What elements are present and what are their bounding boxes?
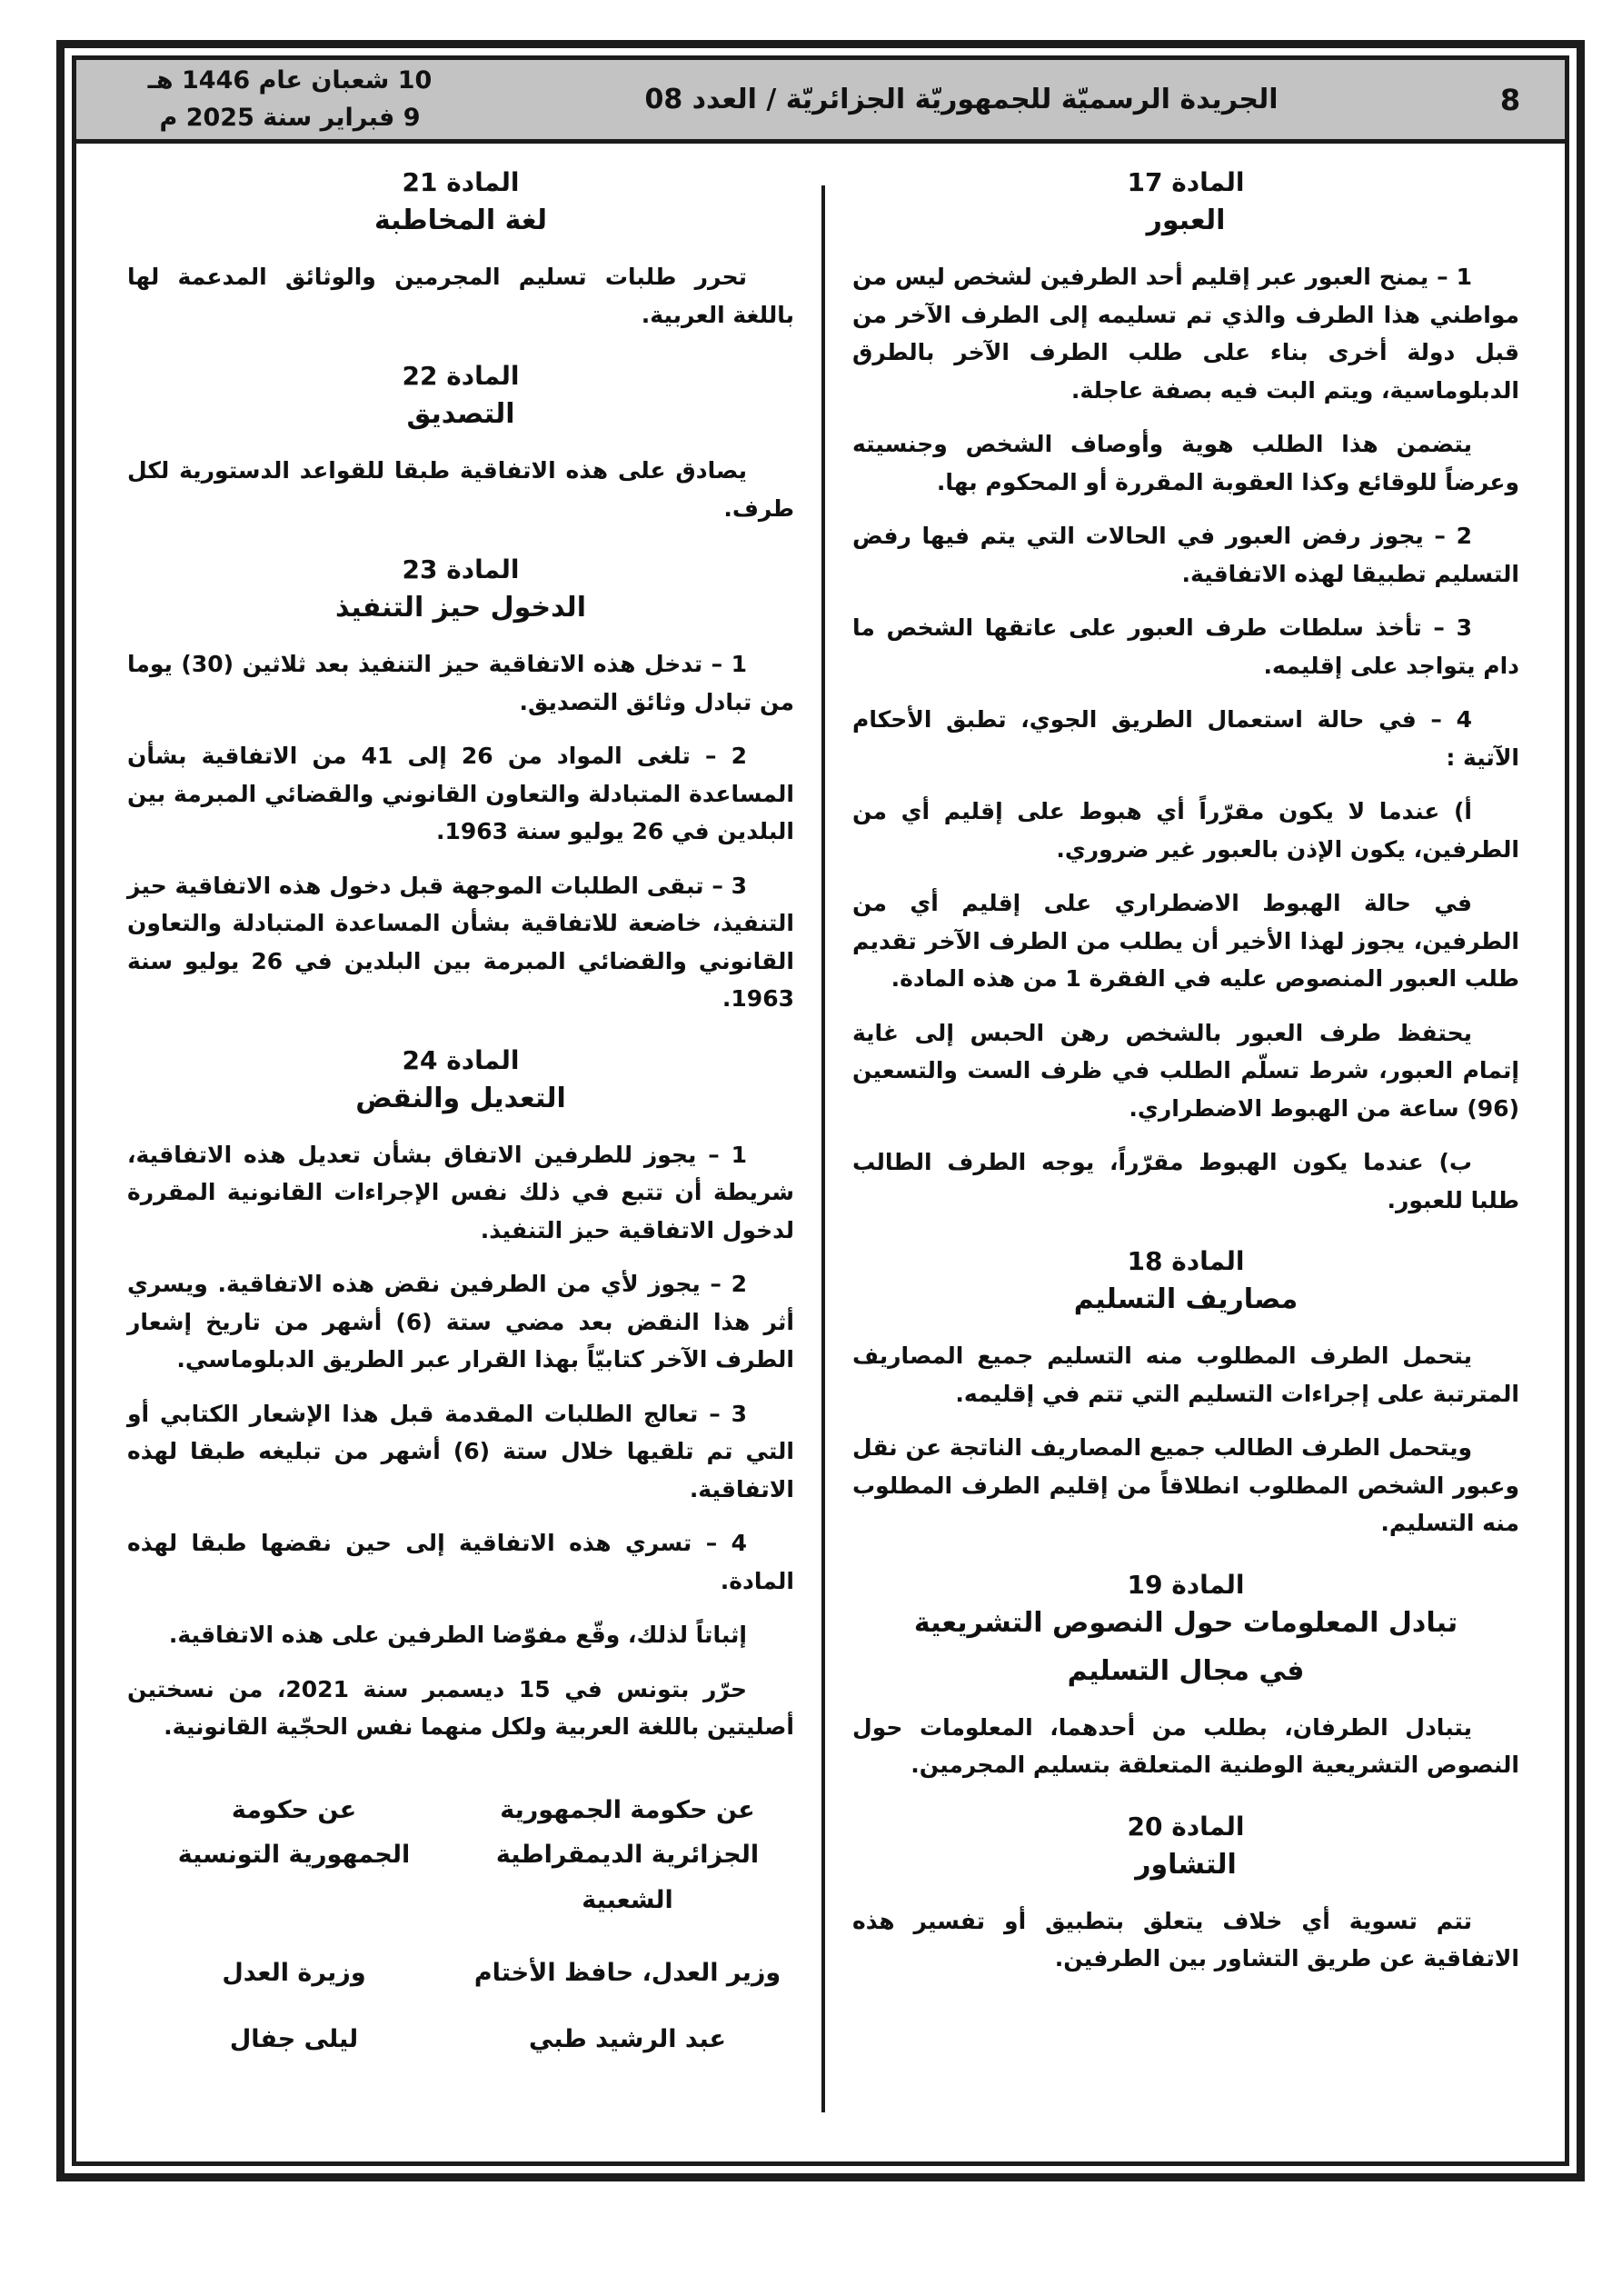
signature-heading-line: عن حكومة (231, 1795, 357, 1824)
paragraph: تحرر طلبات تسليم المجرمين والوثائق المدعمة لها باللغة العربية. (127, 264, 794, 328)
signature-tunisia (127, 1788, 461, 2053)
paragraph: يتحمل الطرف المطلوب منه التسليم جميع المصاريف المترتبة على إجراءات التسليم التي تتم في إقليمه. (852, 1343, 1519, 1407)
closing-paragraph: حرّر بتونس في 15 ديسمبر سنة 2021، من نسختين أصليتين باللغة العربية ولكل منهما نفس الحجّية القانونية. (127, 1675, 794, 1740)
signature-algeria (461, 1788, 794, 2053)
article-21-number: المادة 21 (402, 167, 520, 197)
paragraph: يتبادل الطرفان، بطلب من أحدهما، المعلومات حول النصوص التشريعية الوطنية المتعلقة بتسليم المجرمين. (852, 1713, 1519, 1778)
paragraph: يتضمن هذا الطلب هوية وأوصاف الشخص وجنسيته وعرضاً للوقائع وكذا العقوبة المقررة أو المحكوم بها. (852, 431, 1519, 495)
signatures (127, 1788, 794, 2053)
article-17-number: المادة 17 (1127, 167, 1245, 197)
article-18-number: المادة 18 (1127, 1246, 1245, 1276)
article-24-number: المادة 24 (402, 1044, 520, 1075)
signer-name: عبد الرشيد طبي (529, 2024, 726, 2053)
paragraph: 3 – تبقى الطلبات الموجهة قبل دخول هذه الاتفاقية حيز التنفيذ، خاضعة للاتفاقية بشأن المساعدة المتبادلة والتعاون القانوني والقضائي المبرمة بين البلدين في 26 يوليو سنة 1963. (127, 872, 794, 1012)
column-left (102, 162, 821, 2161)
paragraph: 4 – تسري هذه الاتفاقية إلى حين نقضها طبقا لهذه المادة. (127, 1530, 794, 1594)
article-23-number: المادة 23 (402, 554, 520, 584)
signer-name: ليلى جفال (229, 2024, 359, 2053)
paragraph: ب) عندما يكون الهبوط مقرّراً، يوجه الطرف الطالب طلبا للعبور. (852, 1149, 1519, 1213)
paragraph: ويتحمل الطرف الطالب جميع المصاريف الناتجة عن نقل وعبور الشخص المطلوب انطلاقاً من إقليم الطرف المطلوب منه التسليم. (852, 1434, 1519, 1536)
article-23-title: الدخول حيز التنفيذ (335, 592, 586, 624)
signature-heading-line: عن حكومة الجمهورية (500, 1795, 755, 1824)
article-19-number: المادة 19 (1127, 1569, 1245, 1600)
paragraph: أ) عندما لا يكون مقرّراً أي هبوط على إقليم أي من الطرفين، يكون الإذن بالعبور غير ضروري. (852, 798, 1519, 863)
paragraph: 1 – يجوز للطرفين الاتفاق بشأن تعديل هذه الاتفاقية، شريطة أن تتبع في ذلك نفس الإجراءات القانونية المقررة لدخول الاتفاقية حيز التنفيذ. (127, 1141, 794, 1243)
page-content (76, 144, 1565, 2161)
date-gregorian: 9 فبراير سنة 2025 م (159, 103, 421, 132)
paragraph: تتم تسوية أي خلاف يتعلق بتطبيق أو تفسير هذه الاتفاقية عن طريق التشاور بين الطرفين. (852, 1907, 1519, 1972)
signer-title: وزيرة العدل (222, 1958, 366, 1987)
column-right (825, 162, 1545, 2161)
signature-heading-line: الجزائرية الديمقراطية (495, 1841, 760, 1870)
article-22-title: التصديق (406, 398, 515, 430)
article-19-title: تبادل المعلومات حول النصوص التشريعية (913, 1606, 1458, 1639)
page-frame (72, 55, 1569, 2166)
article-20-number: المادة 20 (1127, 1811, 1245, 1842)
closing-paragraph: إثباتاً لذلك، وقّع مفوّضا الطرفين على هذه الاتفاقية. (168, 1622, 747, 1648)
column-divider (821, 185, 825, 2112)
paragraph: 1 – تدخل هذه الاتفاقية حيز التنفيذ بعد ثلاثين (30) يوما من تبادل وثائق التصديق. (127, 651, 794, 715)
paragraph: 2 – يجوز لأي من الطرفين نقض هذه الاتفاقية. ويسري أثر هذا النقض بعد مضي ستة (6) أشهر من تاريخ إشعار الطرف الآخر كتابيّاً بهذا القرار عبر الطريق الدبلوماسي. (127, 1271, 794, 1373)
paragraph: يحتفظ طرف العبور بالشخص رهن الحبس إلى غاية إتمام العبور، شرط تسلّم الطلب في ظرف الست والتسعين (96) ساعة من الهبوط الاضطراري. (852, 1019, 1519, 1122)
paragraph: يصادق على هذه الاتفاقية طبقا للقواعد الدستورية لكل طرف. (127, 457, 794, 522)
paragraph: 2 – يجوز رفض العبور في الحالات التي يتم فيها رفض التسليم تطبيقا لهذه الاتفاقية. (852, 523, 1519, 587)
issue-dates (76, 63, 467, 136)
paragraph: 1 – يمنح العبور عبر إقليم أحد الطرفين لشخص ليس من مواطني هذا الطرف والذي تم تسليمه إلى الطرف الآخر من قبل دولة أخرى بناء على طلب الطرف الآخر بالطرق الدبلوماسية، ويتم البت فيه بصفة عاجلة. (852, 264, 1519, 404)
gazette-title: الجريدة الرسميّة للجمهوريّة الجزائريّة / العدد 08 (644, 84, 1279, 115)
paragraph: في حالة الهبوط الاضطراري على إقليم أي من الطرفين، يجوز لهذا الأخير أن يطلب من الطرف الآخر تقديم طلب العبور المنصوص عليه في الفقرة 1 من هذه المادة. (852, 890, 1519, 992)
article-18-title: مصاريف التسليم (1073, 1283, 1299, 1315)
paragraph: 2 – تلغى المواد من 26 إلى 41 من الاتفاقية بشأن المساعدة المتبادلة والتعاون القانوني والقضائي المبرمة بين البلدين في 26 يوليو سنة 1963. (127, 743, 794, 844)
paragraph: 3 – تعالج الطلبات المقدمة قبل هذا الإشعار الكتابي أو التي تم تلقيها خلال ستة (6) أشهر من تبليغه طبقا لهذه الاتفاقية. (127, 1400, 794, 1502)
signature-heading (127, 1788, 461, 1933)
signature-heading (461, 1788, 794, 1933)
paragraph: 3 – تأخذ سلطات طرف العبور على عاتقها الشخص ما دام يتواجد على إقليمه. (852, 614, 1519, 679)
article-20-title: التشاور (1135, 1848, 1237, 1881)
page-number: 8 (1499, 82, 1521, 117)
article-24-title: التعديل والنقض (355, 1082, 566, 1114)
paragraph: 4 – في حالة استعمال الطريق الجوي، تطبق الأحكام الآتية : (852, 706, 1519, 771)
signature-heading-line: الشعبية (582, 1886, 673, 1915)
article-21-title: لغة المخاطبة (373, 205, 548, 236)
article-17-title: العبور (1146, 205, 1226, 236)
article-22-number: المادة 22 (402, 361, 520, 391)
gazette-page (56, 40, 1585, 2181)
signature-heading-line: الجمهورية التونسية (177, 1841, 411, 1870)
signer-title: وزير العدل، حافظ الأختام (473, 1958, 781, 1987)
article-19-subtitle: في مجال التسليم (1067, 1654, 1305, 1687)
page-header (76, 60, 1565, 144)
date-hijri: 10 شعبان عام 1446 هـ (147, 66, 433, 95)
